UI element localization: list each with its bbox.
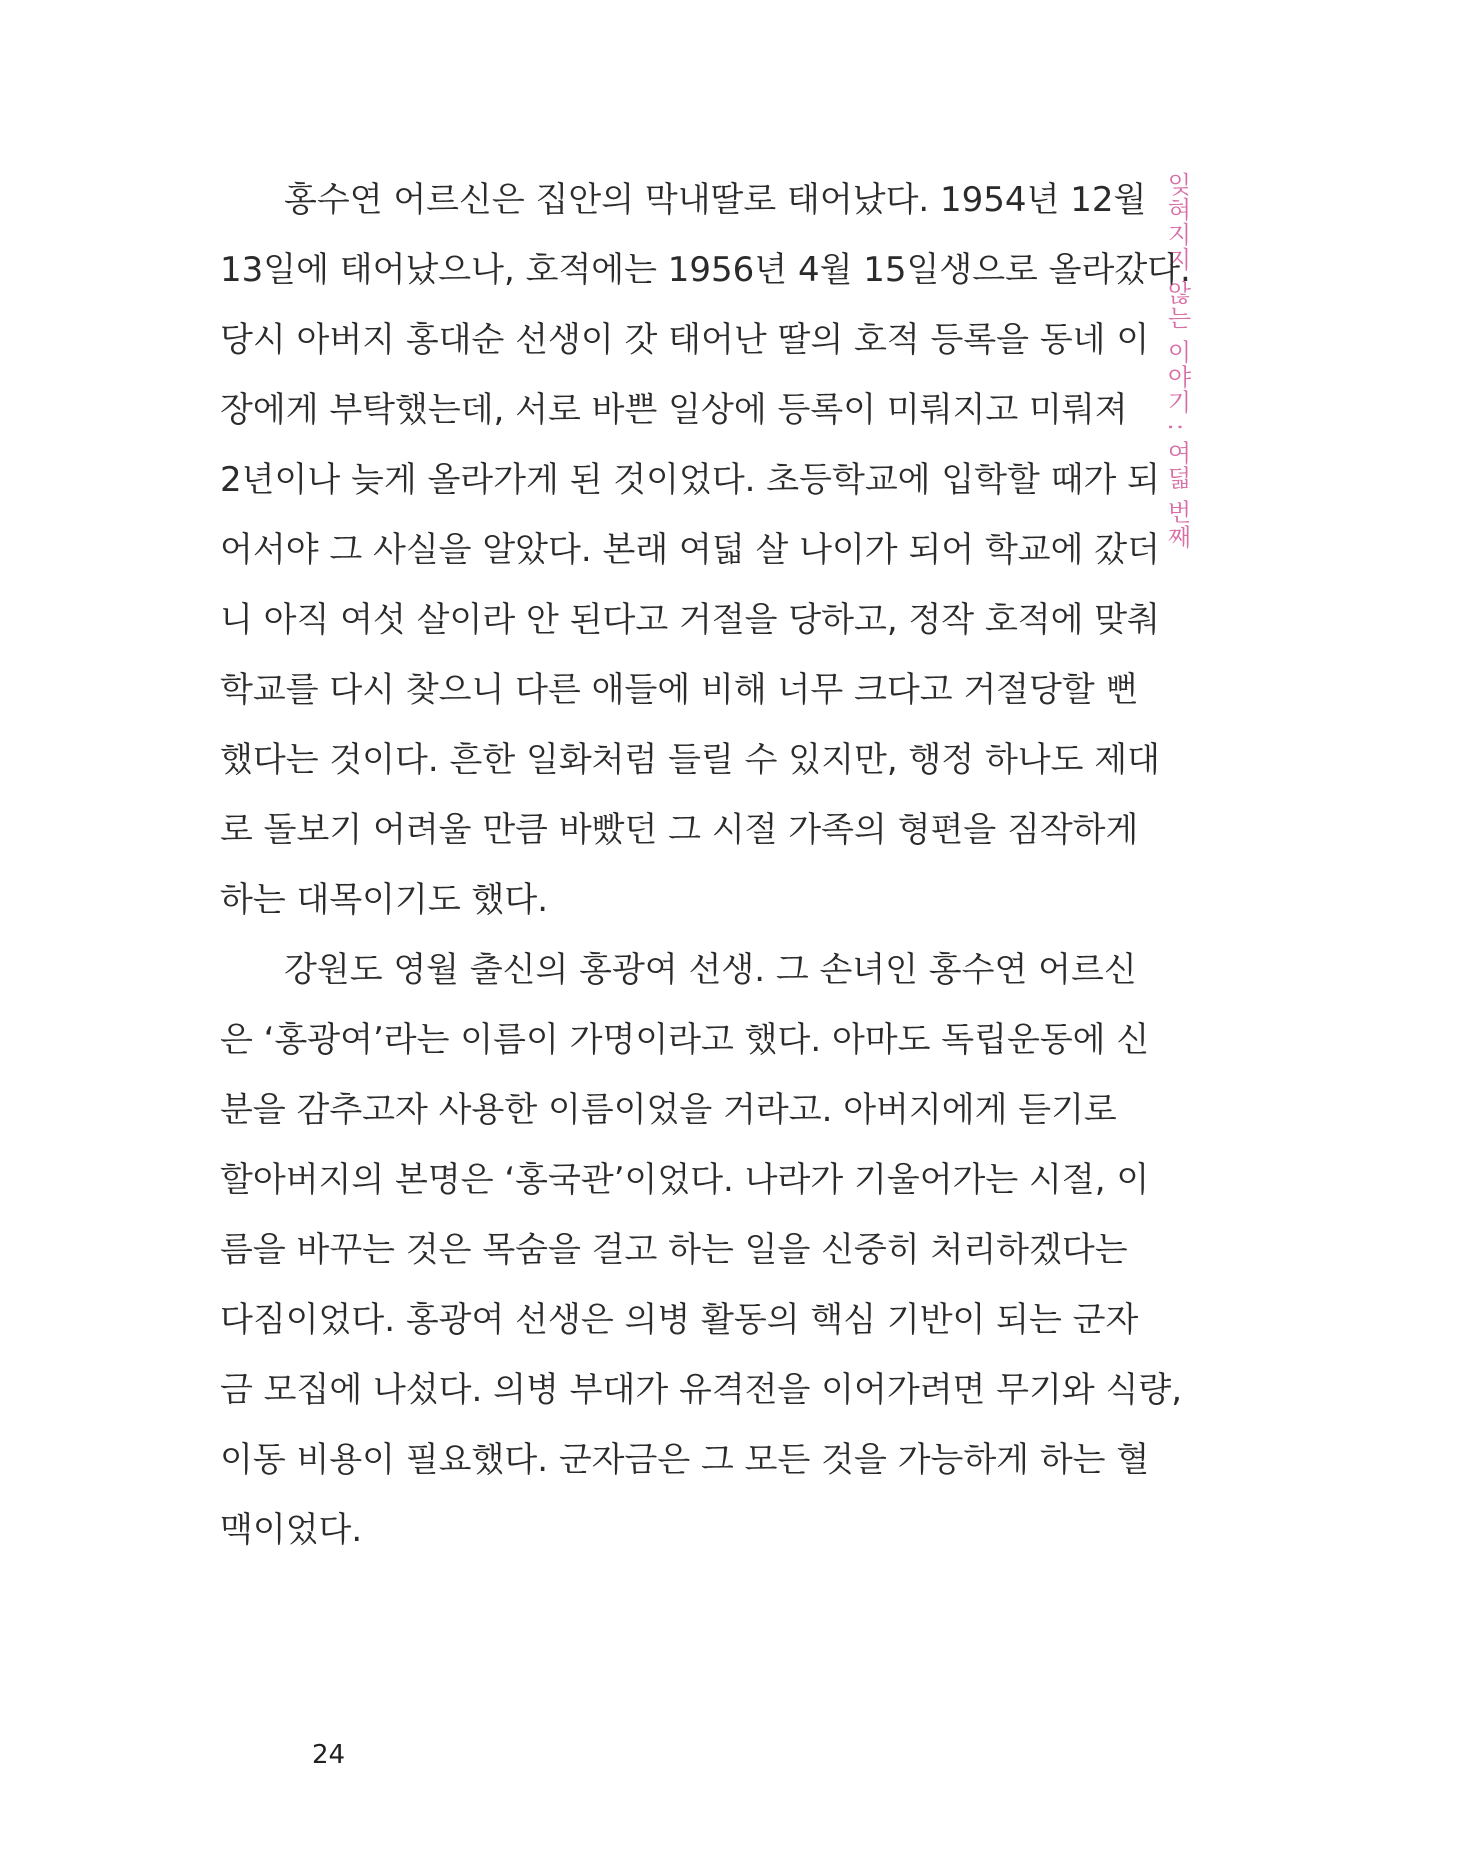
text-line: 맥이었다. (220, 1510, 363, 1550)
text-line: 홍수연 어르신은 집안의 막내딸로 태어났다. 1954년 12월 (284, 180, 1147, 220)
text-line: 장에게 부탁했는데, 서로 바쁜 일상에 등록이 미뤄지고 미뤄져 (220, 390, 1128, 430)
text-line: 은 ‘홍광여’라는 이름이 가명이라고 했다. 아마도 독립운동에 신 (220, 1020, 1150, 1060)
text-line: 2년이나 늦게 올라가게 된 것이었다. 초등학교에 입학할 때가 되 (220, 460, 1160, 500)
text-line: 니 아직 여섯 살이라 안 된다고 거절을 당하고, 정작 호적에 맞춰 (220, 600, 1160, 640)
paragraph-2 (220, 935, 1183, 1565)
text-line: 다짐이었다. 홍광여 선생은 의병 활동의 핵심 기반이 되는 군자 (220, 1300, 1139, 1340)
text-line: 분을 감추고자 사용한 이름이었을 거라고. 아버지에게 듣기로 (220, 1090, 1117, 1130)
text-line: 로 돌보기 어려울 만큼 바빴던 그 시절 가족의 형편을 짐작하게 (220, 810, 1139, 850)
text-line: 하는 대목이기도 했다. (220, 880, 549, 920)
text-line: 강원도 영월 출신의 홍광여 선생. 그 손녀인 홍수연 어르신 (284, 950, 1137, 990)
text-line: 당시 아버지 홍대순 선생이 갓 태어난 딸의 호적 등록을 동네 이 (220, 320, 1150, 360)
text-line: 할아버지의 본명은 ‘홍국관’이었다. 나라가 기울어가는 시절, 이 (220, 1160, 1150, 1200)
text-line: 금 모집에 나섰다. 의병 부대가 유격전을 이어가려면 무기와 식량, (220, 1370, 1183, 1410)
text-line: 어서야 그 사실을 알았다. 본래 여덟 살 나이가 되어 학교에 갔더 (220, 530, 1160, 570)
text-line: 학교를 다시 찾으니 다른 애들에 비해 너무 크다고 거절당할 뻔 (220, 670, 1139, 710)
text-line: 했다는 것이다. 흔한 일화처럼 들릴 수 있지만, 행정 하나도 제대 (220, 740, 1160, 780)
page-number: 24 (312, 1740, 346, 1770)
text-line: 13일에 태어났으나, 호적에는 1956년 4월 15일생으로 올라갔다. (220, 250, 1191, 290)
text-line: 름을 바꾸는 것은 목숨을 걸고 하는 일을 신중히 처리하겠다는 (220, 1230, 1128, 1270)
running-header: 잊혀지지 않는 이야기 : 여덟 번째 (1163, 172, 1191, 550)
text-line: 이동 비용이 필요했다. 군자금은 그 모든 것을 가능하게 하는 혈 (220, 1440, 1150, 1480)
